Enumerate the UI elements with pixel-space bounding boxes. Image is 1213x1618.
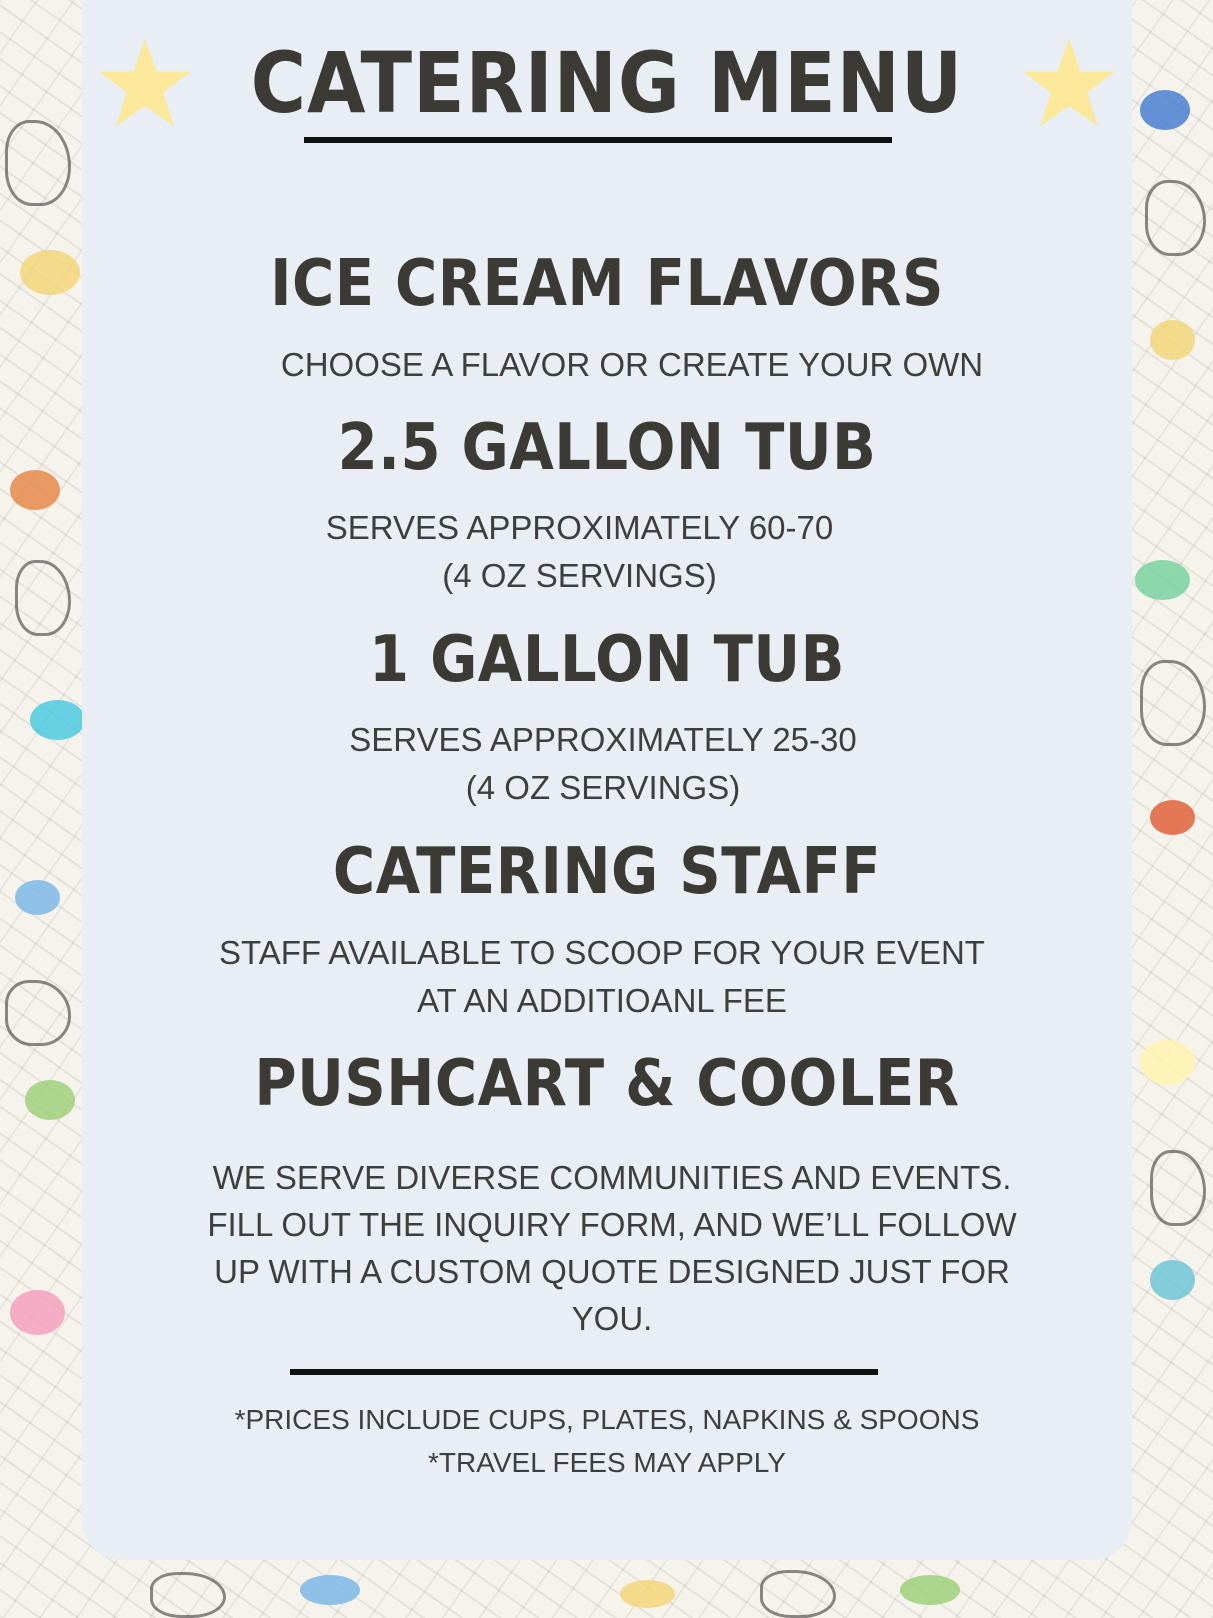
page-title: CATERING MENU	[250, 34, 964, 132]
section-text: (4 OZ SERVINGS)	[465, 769, 741, 806]
section-text: UP WITH A CUSTOM QUOTE DESIGNED JUST FOR	[214, 1253, 1010, 1290]
section-text: STAFF AVAILABLE TO SCOOP FOR YOUR EVENT	[219, 934, 985, 971]
footer-divider	[290, 1369, 878, 1375]
section-text: SERVES APPROXIMATELY 25-30	[349, 721, 857, 758]
star-icon	[97, 35, 193, 131]
section-text: SERVES APPROXIMATELY 60-70	[325, 509, 834, 546]
section-heading: CATERING STAFF	[332, 835, 882, 909]
section-text: FILL OUT THE INQUIRY FORM, AND WE’LL FOLLOW	[207, 1206, 1017, 1243]
star-icon	[1021, 35, 1117, 131]
section-text: AT AN ADDITIOANL FEE	[417, 982, 787, 1019]
title-underline	[304, 137, 892, 143]
section-heading: PUSHCART & COOLER	[254, 1047, 960, 1121]
section-heading: 2.5 GALLON TUB	[337, 411, 877, 485]
footer-note: *PRICES INCLUDE CUPS, PLATES, NAPKINS & SPOONS	[234, 1404, 980, 1435]
section-text: WE SERVE DIVERSE COMMUNITIES AND EVENTS.	[212, 1159, 1012, 1196]
section-text: YOU.	[571, 1300, 653, 1337]
footer-note: *TRAVEL FEES MAY APPLY	[428, 1447, 786, 1478]
section-text: CHOOSE A FLAVOR OR CREATE YOUR OWN	[280, 346, 984, 383]
section-text: (4 OZ SERVINGS)	[442, 557, 717, 594]
title-row	[82, 28, 1132, 138]
section-heading: ICE CREAM FLAVORS	[270, 247, 944, 321]
menu-card	[82, 0, 1132, 1560]
section-heading: 1 GALLON TUB	[369, 623, 845, 697]
